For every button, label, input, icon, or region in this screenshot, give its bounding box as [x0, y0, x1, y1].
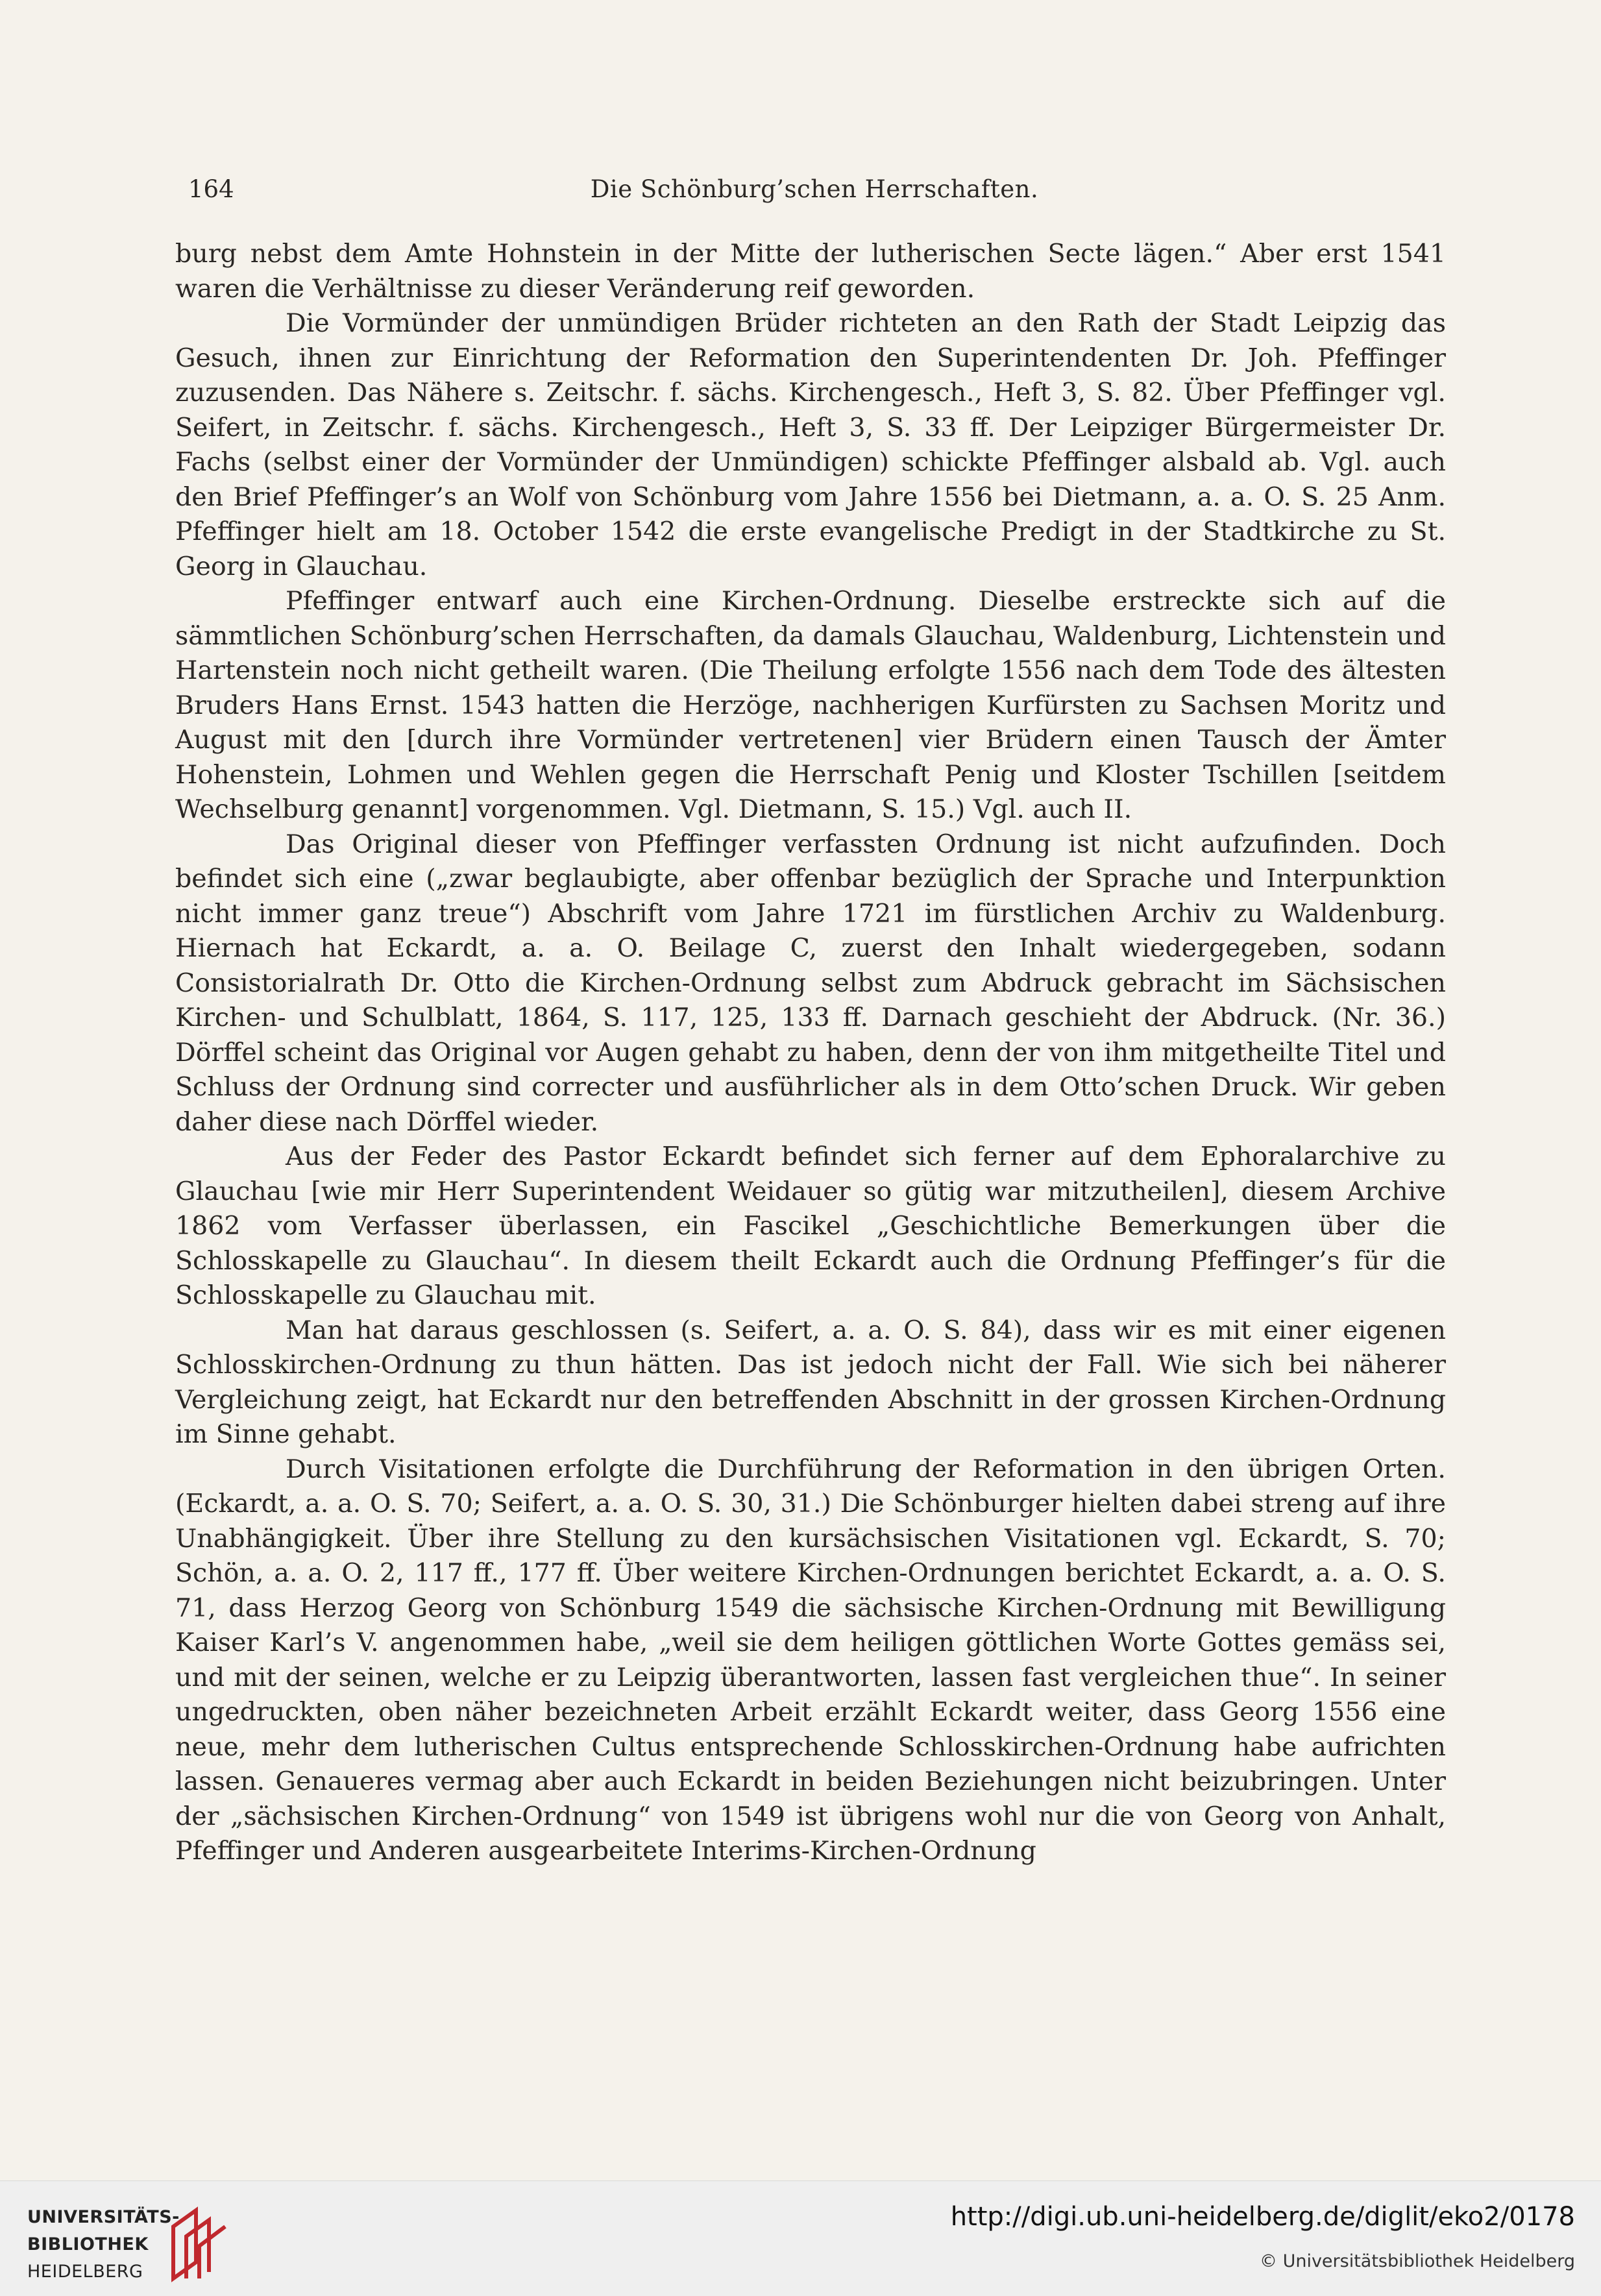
copyright-notice: © Universitätsbibliothek Heidelberg — [1259, 2251, 1575, 2271]
paragraph: burg nebst dem Amte Hohnstein in der Mitte der lutherischen Secte lägen.“ Aber erst 1541 waren die Verhältnisse zu dieser Veränderung reif geworden. — [175, 239, 1446, 304]
page-number: 164 — [188, 175, 234, 203]
library-logo[interactable] — [27, 2201, 241, 2285]
paragraph: Die Vormünder der unmündigen Brüder richteten an den Rath der Stadt Leipzig das Gesuch, ihnen zur Einrichtung der Reformation den Superintendenten Dr. Joh. Pfeffinger zuzusenden. Das Nähere s. Zeitschr. f. sächs. Kirchengesch., Heft 3, S. 82. Über Pfeffinger vgl. Seifert, in Zeitschr. f. sächs. Kirchengesch., Heft 3, S. 33 ff. Der Leipziger Bürgermeister Dr. Fachs (selbst einer der Vormünder der Unmündigen) schickte Pfeffinger alsbald ab. Vgl. auch den Brief Pfeffinger’s an Wolf von Schönburg vom Jahre 1556 bei Dietmann, a. a. O. S. 25 Anm. Pfeffinger hielt am 18. October 1542 die erste evangelische Predigt in der Stadtkirche zu St. Georg in Glauchau. — [175, 308, 1446, 581]
body-text — [175, 237, 1446, 1869]
viewer-footer — [0, 2180, 1601, 2296]
paragraph: Aus der Feder des Pastor Eckardt befindet sich ferner auf dem Ephoralarchive zu Glauchau [wie mir Herr Superintendent Weidauer so gütig war mitzutheilen], diesem Archive 1862 vom Verfasser überlassen, ein Fascikel „Geschichtliche Bemerkungen über die Schlosskapelle zu Glauchau“. In diesem theilt Eckardt auch die Ordnung Pfeffinger’s für die Schlosskapelle zu Glauchau mit. — [175, 1142, 1446, 1310]
paragraph: Pfeffinger entwarf auch eine Kirchen-Ordnung. Dieselbe erstreckte sich auf die sämmtlichen Schönburg’schen Herrschaften, da damals Glauchau, Waldenburg, Lichtenstein und Hartenstein noch nicht getheilt waren. (Die Theilung erfolgte 1556 nach dem Tode des ältesten Bruders Hans Ernst. 1543 hatten die Herzöge, nachherigen Kurfürsten zu Sachsen Moritz und August mit den [durch ihre Vormünder vertretenen] vier Brüdern einen Tausch der Ämter Hohenstein, Lohmen und Wehlen gegen die Herrschaft Penig und Kloster Tschillen [seitdem Wechselburg genannt] vorgenommen. Vgl. Dietmann, S. 15.) Vgl. auch II. — [175, 586, 1446, 824]
running-title: Die Schönburg’schen Herrschaften. — [590, 175, 1039, 203]
paragraph: Das Original dieser von Pfeffinger verfassten Ordnung ist nicht aufzufinden. Doch befindet sich eine („zwar beglaubigte, aber offenbar bezüglich der Sprache und Interpunktion nicht immer ganz treue“) Abschrift vom Jahre 1721 im fürstlichen Archiv zu Waldenburg. Hiernach hat Eckardt, a. a. O. Beilage C, zuerst den Inhalt wiedergegeben, sodann Consistorialrath Dr. Otto die Kirchen-Ordnung selbst zum Abdruck gebracht im Sächsischen Kirchen- und Schulblatt, 1864, S. 117, 125, 133 ff. Darnach geschieht der Abdruck. (Nr. 36.) Dörffel scheint das Original vor Augen gehabt zu haben, denn der von ihm mitgetheilte Titel und Schluss der Ordnung sind correcter und ausführlicher als in dem Otto’schen Druck. Wir geben daher diese nach Dörffel wieder. — [175, 829, 1446, 1137]
library-name-line3: HEIDELBERG — [27, 2262, 143, 2282]
library-name-line2: BIBLIOTHEK — [27, 2234, 149, 2254]
page-header — [188, 175, 1441, 214]
library-name-line1: UNIVERSITÄTS- — [27, 2207, 180, 2227]
permalink-url[interactable]: http://digi.ub.uni-heidelberg.de/diglit/eko2/0178 — [950, 2202, 1575, 2232]
paragraph: Durch Visitationen erfolgte die Durchführung der Reformation in den übrigen Orten. (Eckardt, a. a. O. S. 70; Seifert, a. a. O. S. 30, 31.) Die Schönburger hielten dabei streng auf ihre Unabhängigkeit. Über ihre Stellung zu den kursächsischen Visitationen vgl. Eckardt, S. 70; Schön, a. a. O. 2, 117 ff., 177 ff. Über weitere Kirchen-Ordnungen berichtet Eckardt, a. a. O. S. 71, dass Herzog Georg von Schönburg 1549 die sächsische Kirchen-Ordnung mit Bewilligung Kaiser Karl’s V. angenommen habe, „weil sie dem heiligen göttlichen Worte Gottes gemäss sei, und mit der seinen, welche er zu Leipzig überantworten, lassen fast vergleichen thue“. In seiner ungedruckten, oben näher bezeichneten Arbeit erzählt Eckardt weiter, dass Georg 1556 eine neue, mehr dem lutherischen Cultus entsprechende Schlosskirchen-Ordnung habe aufrichten lassen. Genaueres vermag aber auch Eckardt in beiden Beziehungen nicht beizubringen. Unter der „sächsischen Kirchen-Ordnung“ von 1549 ist übrigens wohl nur die von Georg von Anhalt, Pfeffinger und Anderen ausgearbeitete Interims-Kirchen-Ordnung — [175, 1454, 1446, 1866]
paragraph: Man hat daraus geschlossen (s. Seifert, a. a. O. S. 84), dass wir es mit einer eigenen Schlosskirchen-Ordnung zu thun hätten. Das ist jedoch nicht der Fall. Wie sich bei näherer Vergleichung zeigt, hat Eckardt nur den betreffenden Abschnitt in der grossen Kirchen-Ordnung im Sinne gehabt. — [175, 1315, 1446, 1449]
heidelberg-library-logo-icon — [160, 2201, 238, 2285]
